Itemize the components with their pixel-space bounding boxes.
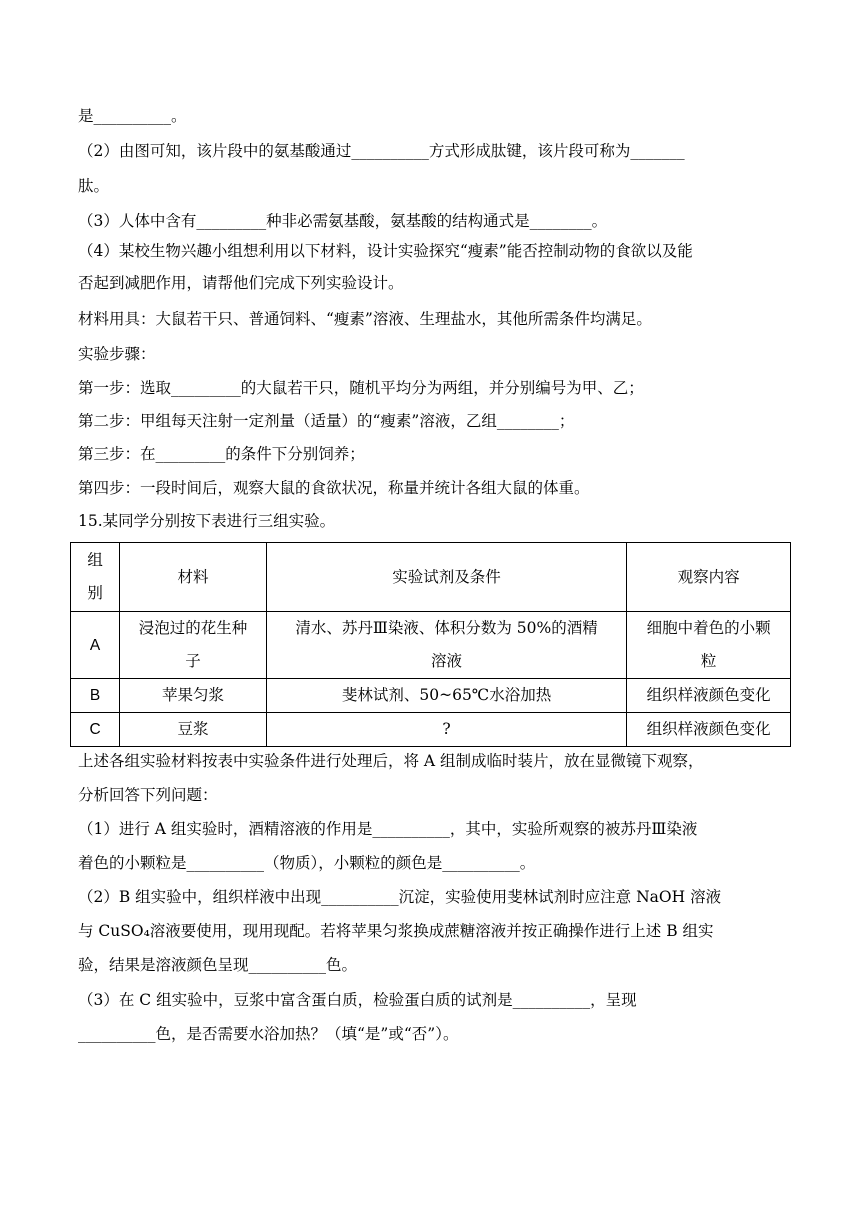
table-row [71,713,791,747]
table-cell [120,612,267,679]
text-line: 是__________。 [78,107,187,125]
text-line: 分析回答下列问题： [78,786,218,804]
text-line: 肽。 [78,177,110,195]
text-line: （1）进行 A 组实验时，酒精溶液的作用是__________，其中，实验所观察的被苏丹Ⅲ染液 [78,820,698,838]
table-cell: 豆浆 [120,713,267,747]
table-cell [266,612,627,679]
cell-line: 子 [185,652,201,670]
cell-line: 浸泡过的花生种 [138,619,248,637]
header-cell [71,543,120,612]
table-cell: 组织样液颜色变化 [627,679,791,713]
text-line: 第三步：在_________的条件下分别饲养； [78,445,365,463]
table-row [71,679,791,713]
cell-line: 溶液 [431,652,463,670]
text-line: 第二步：甲组每天注射一定剂量（适量）的“瘦素”溶液，乙组________； [78,412,575,430]
header-cell: 实验试剂及条件 [266,543,627,612]
header-group-2: 别 [87,584,103,602]
cell-line: 细胞中着色的小颗 [646,619,771,637]
question-heading: 15.某同学分别按下表进行三组实验。 [78,512,336,530]
text-line: （2）B 组实验中，组织样液中出现__________沉淀，实验使用斐林试剂时应注意 NaOH 溶液 [78,888,722,906]
text-line: 与 CuSO₄溶液要使用，现用现配。若将苹果匀浆换成蔗糖溶液并按正确操作进行上述 B 组实 [78,922,714,940]
table-cell: 苹果匀浆 [120,679,267,713]
text-line: 否起到减肥作用，请帮他们完成下列实验设计。 [78,274,404,292]
text-line: 第四步：一段时间后，观察大鼠的食欲状况，称量并统计各组大鼠的体重。 [78,479,590,497]
cell-line: 粒 [700,652,717,670]
text-line: __________色，是否需要水浴加热？（填“是”或“否”）。 [78,1025,459,1043]
table-cell: 组织样液颜色变化 [627,713,791,747]
table-cell: ? [266,713,627,747]
table-row [71,612,791,679]
table-cell: C [71,713,120,747]
text-line: 着色的小颗粒是__________（物质），小颗粒的颜色是__________。 [78,854,536,872]
text-line: （4）某校生物兴趣小组想利用以下材料，设计实验探究“瘦素”能否控制动物的食欲以及能 [78,242,693,260]
text-line: 第一步：选取_________的大鼠若干只，随机平均分为两组，并分别编号为甲、乙； [78,379,644,397]
text-line: 实验步骤： [78,345,156,363]
table-cell: B [71,679,120,713]
text-line: （3）在 C 组实验中，豆浆中富含蛋白质，检验蛋白质的试剂是__________，呈现 [78,991,637,1009]
experiment-table [70,542,791,747]
text-line: 材料用具：大鼠若干只、普通饲料、“瘦素”溶液、生理盐水，其他所需条件均满足。 [78,310,652,328]
table-cell: A [71,612,120,679]
text-line: （3）人体中含有_________种非必需氨基酸，氨基酸的结构通式是________。 [78,212,608,230]
table-header-row [71,543,791,612]
header-cell: 观察内容 [627,543,791,612]
text-line: 上述各组实验材料按表中实验条件进行处理后，将 A 组制成临时装片，放在显微镜下观察， [78,752,704,770]
cell-line: 清水、苏丹Ⅲ染液、体积分数为 50%的酒精 [295,619,598,637]
table-cell [627,612,791,679]
header-cell: 材料 [120,543,267,612]
text-line: 验，结果是溶液颜色呈现__________色。 [78,956,358,974]
header-group-1: 组 [87,551,103,569]
text-line: （2）由图可知，该片段中的氨基酸通过__________方式形成肽键，该片段可称为_______ [78,142,685,160]
table-cell: 斐林试剂、50~65℃水浴加热 [266,679,627,713]
